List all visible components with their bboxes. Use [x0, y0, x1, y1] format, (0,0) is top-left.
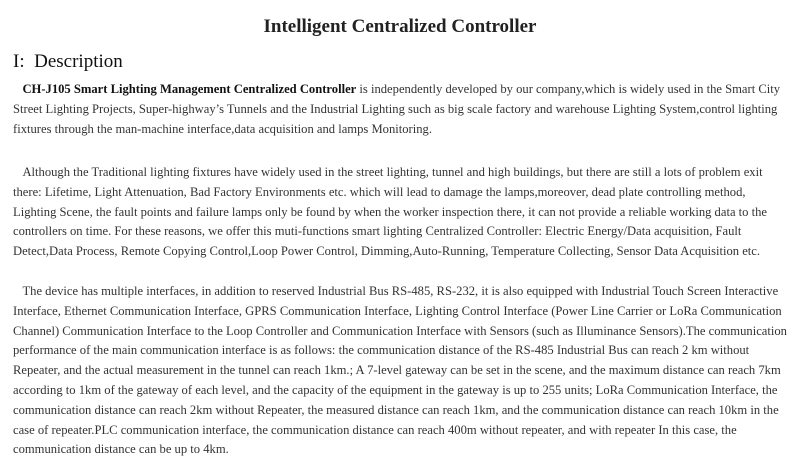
document-title: Intelligent Centralized Controller — [263, 16, 537, 37]
product-name: CH-J105 Smart Lighting Management Centralized Controller — [22, 82, 357, 96]
paragraph-background — [13, 163, 791, 262]
paragraph-intro-text: is independently developed by our company,which is widely used in the Smart City Street Lighting Projects, Super-highway’s Tunnels and the Industrial Lighting such as big scale factory and warehouse Lighting System,control lighting fixtures through the man-machine interface,data acquisition and lamps Monitoring. — [13, 82, 781, 136]
paragraph-background-text: Although the Traditional lighting fixtures have widely used in the street lighting, tunnel and high buildings, but there are still a lots of problem exit there: Lifetime, Light Attenuation, Bad Factory Environments etc. which will lead to damage the lamps,moreover, dead plate controlling method, Lighting Scene, the fault points and failure lamps only be found by when the worker inspection there, it can not provide a reliable working data to the controllers on time. For these reasons, we offer this muti-functions smart lighting Centralized Controller: Electric Energy/Data acquisition, Fault Detect,Data Process, Remote Copying Control,Loop Power Control, Dimming,Auto-Running, Temperature Collecting, Sensor Data Acquisition etc. — [13, 165, 768, 259]
paragraph-interfaces-text: The device has multiple interfaces, in addition to reserved Industrial Bus RS-485, RS-232, it is also equipped with Industrial Touch Screen Interactive Interface, Ethernet Communication Interface, GPRS Communication Interface, Lighting Control Interface (Power Line Carrier or LoRa Communication Channel) Communication Interface to the Loop Controller and Communication Interface with Sensors (such as Illuminance Sensors).The communication performance of the main communication interface is as follows: the communication distance of the RS-485 Industrial Bus can reach 2 km without Repeater, and the actual measurement in the tunnel can reach 1km.; A 7-level gateway can be set in the scene, and the maximum distance can reach 7km according to 1km of the gateway of each level, and the capacity of the equipment in the gateway is up to 255 units; LoRa Communication Interface, the communication distance can reach 2km without Repeater, the measured distance can reach 1km, and the communication distance can reach 10km in the case of repeater.PLC communication interface, the communication distance can reach 400m without repeater, and with repeater In this case, the communication distance can be up to 4km. — [13, 284, 787, 457]
section-heading — [13, 51, 123, 73]
paragraph-intro — [13, 80, 791, 139]
paragraph-interfaces — [13, 282, 791, 460]
section-number: I: — [13, 51, 25, 72]
section-heading-text: Description — [34, 51, 123, 72]
